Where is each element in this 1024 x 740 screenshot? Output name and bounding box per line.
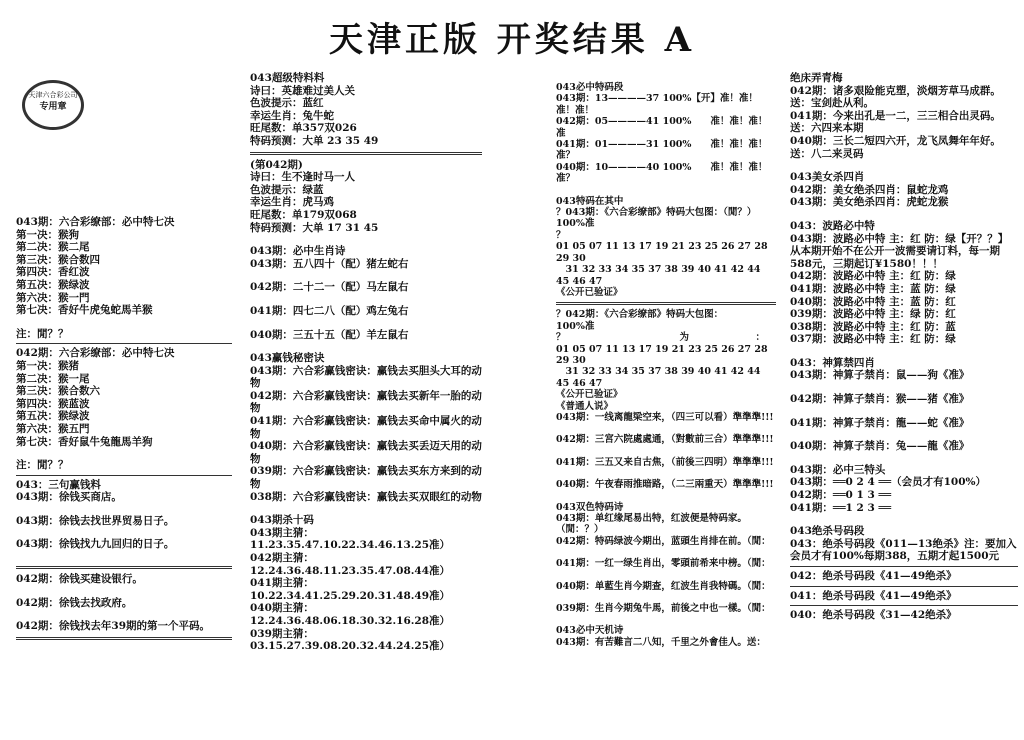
text-line: 《公开已验证》 bbox=[556, 389, 623, 401]
text-line: 01 05 07 11 13 17 19 21 23 25 26 27 28 29 30 bbox=[556, 343, 768, 366]
spacer bbox=[790, 209, 1018, 220]
text-line: 第七决：香好牛虎兔蛇馬羊猴 bbox=[16, 304, 153, 317]
text-line: 043绝杀号码段 bbox=[790, 525, 865, 538]
text-line: 043期：必中三特头 bbox=[790, 463, 886, 476]
text-line: 色波提示：绿蓝 bbox=[250, 183, 324, 196]
text-line: 040期：10————40 100% 准！准！准！准？ bbox=[556, 161, 768, 185]
text-line: 31 32 33 34 35 37 38 39 40 41 42 44 45 46 47 bbox=[556, 366, 761, 389]
text-line: 《公开已验证》 bbox=[556, 286, 623, 298]
text-line: 042期：诸多艰险能克塑，淡烟芳草马成群。送：宝剑赴从利。 bbox=[790, 84, 1001, 110]
spacer bbox=[790, 406, 1018, 417]
text-line: 注：閒？？ bbox=[16, 327, 69, 340]
text-line: 第三决：猴合数六 bbox=[16, 385, 100, 398]
text-line: 043必中特码段 bbox=[556, 82, 624, 93]
spacer bbox=[250, 270, 482, 281]
text-line: ？042期：《六合彩缭部》特码大包图： bbox=[556, 309, 724, 321]
text-line: 第二决：猴二尾 bbox=[16, 241, 90, 254]
column-2 bbox=[250, 72, 482, 653]
spacer bbox=[790, 453, 1018, 464]
spacer bbox=[556, 446, 776, 457]
text-line: 043期主猜：11.23.35.47.10.22.34.46.13.25准） bbox=[250, 526, 451, 552]
text-line: 040期：单藍生肖今期查，红波生肖我特碼。（閒： bbox=[556, 580, 771, 592]
divider bbox=[16, 343, 232, 344]
text-line: 041：绝杀号码段《41—49绝杀》 bbox=[790, 589, 957, 602]
text-line: 幸运生肖：虎马鸡 bbox=[250, 196, 334, 209]
divider bbox=[790, 605, 1018, 606]
double-divider bbox=[250, 152, 482, 155]
text-line: 042期：三宮六院處處通，（對數前三合）準準準!!! bbox=[556, 434, 774, 446]
text-line: 041期：══1 2 3 ══ bbox=[790, 501, 892, 514]
spacer bbox=[556, 423, 776, 434]
spacer bbox=[790, 514, 1018, 525]
text-line: 042期：徐钱买建设银行。 bbox=[16, 573, 143, 586]
spacer bbox=[16, 448, 232, 459]
text-line: 特码预测：大单 23 35 49 bbox=[250, 134, 379, 147]
text-line: 037期：波路必中特 主：红 防：绿 bbox=[790, 333, 956, 346]
text-line: 特码预测：大单 17 31 45 bbox=[250, 221, 379, 234]
double-divider bbox=[16, 566, 232, 569]
text-line: 043美女杀四肖 bbox=[790, 171, 865, 184]
text-line: 040期：午夜春雨推暗路，（二三兩重天）準準準!!! bbox=[556, 479, 774, 491]
text-line: 043期：徐钱买商店。 bbox=[16, 491, 122, 504]
text-line: 043：绝杀号码段《011—13绝杀》注：要加入会员才有100%每期388，五期才起1500元 bbox=[790, 537, 1017, 563]
text-line: 042期：══0 1 3 ══ bbox=[790, 489, 892, 502]
text-line: 043期：美女绝杀四肖：虎蛇龙猴 bbox=[790, 196, 949, 209]
spacer bbox=[16, 609, 232, 620]
text-line: 043：三句赢钱料 bbox=[16, 478, 101, 491]
spacer bbox=[790, 346, 1018, 357]
text-line: 043期杀十码 bbox=[250, 514, 314, 527]
text-line: 绝床弄青梅 bbox=[790, 72, 843, 84]
spacer bbox=[250, 318, 482, 329]
text-line: 第一决：猴狗 bbox=[16, 228, 79, 241]
text-line: 041期：一红一绿生肖出，零頭前希来中榜。（閒： bbox=[556, 558, 771, 570]
spacer bbox=[556, 592, 776, 603]
text-line: 043期：波路必中特 主：红 防：绿【开？？】从本期开始不在公开一波需要请订料，每一期588元，三期起订¥1580！！！ bbox=[790, 232, 1009, 270]
text-line: 043期：徐钱找九九回归的日子。 bbox=[16, 538, 175, 551]
text-line: 043期：六合彩赢钱密诀：赢钱去买胆头大耳的动物 bbox=[250, 364, 482, 390]
text-line: 043期：必中生肖诗 bbox=[250, 245, 346, 258]
text-line: 043期：══0 2 4 ══（会员才有100%） bbox=[790, 476, 986, 489]
text-line: 旺尾数：单179双068 bbox=[250, 208, 357, 221]
text-line: 040期：六合彩赢钱密诀：赢钱去买丢迈天用的动物 bbox=[250, 440, 482, 465]
text-line: 038期：波路必中特 主：红 防：蓝 bbox=[790, 320, 956, 333]
spacer bbox=[250, 294, 482, 305]
text-line: 038期：六合彩赢钱密诀：赢钱去买双眼红的动物 bbox=[250, 490, 482, 503]
text-line: 039期：六合彩赢钱密诀：赢钱去买东方来到的动物 bbox=[250, 465, 482, 491]
text-line: 041期：波路必中特 主：蓝 防：绿 bbox=[790, 282, 956, 295]
text-line: 043期：有苦難言二八知，千里之外會佳人。送： bbox=[556, 636, 766, 648]
text-line: 041期：今来出孔是一二，三三相合出灵码。送：六四来本期 bbox=[790, 109, 1001, 135]
page-title: 天津正版 开奖结果 A bbox=[328, 20, 696, 60]
text-line: 第二决：猴一尾 bbox=[16, 372, 90, 385]
text-line: 043期：六合彩缭部：必中特七决 bbox=[16, 216, 175, 228]
text-line: 042期主猜：12.24.36.48.11.23.35.47.08.44准） bbox=[250, 552, 451, 577]
text-line: 042期：神算子禁肖：猴——猪《准》 bbox=[790, 393, 970, 406]
column-3 bbox=[556, 82, 776, 648]
text-line: ？043期：《六合彩缭部》特码大包图：（閒？）100%准 bbox=[556, 207, 757, 230]
text-line: (第042期) bbox=[250, 158, 303, 171]
double-divider bbox=[16, 637, 232, 640]
text-line: 043期：13————37 100%【开】准！准！准！准！ bbox=[556, 93, 758, 116]
seal-top-text: 天津六合彩公司 bbox=[28, 91, 78, 99]
text-line: 《普通人说》 bbox=[556, 400, 614, 412]
spacer bbox=[790, 382, 1018, 393]
text-line: 043必中天机诗 bbox=[556, 625, 624, 637]
spacer bbox=[16, 504, 232, 515]
text-line: 043超级特料料 bbox=[250, 72, 325, 84]
spacer bbox=[556, 614, 776, 625]
text-line: 042期：二十二一（配）马左鼠右 bbox=[250, 281, 409, 294]
text-line: 第四决：香红波 bbox=[16, 266, 90, 279]
text-line: 041期：01————31 100% 准！准！准！准？ bbox=[556, 139, 768, 162]
spacer bbox=[16, 586, 232, 597]
spacer bbox=[556, 547, 776, 558]
text-line: ？ bbox=[556, 229, 566, 241]
spacer bbox=[790, 160, 1018, 171]
spacer bbox=[16, 317, 232, 328]
text-line: 第五决：猴绿波 bbox=[16, 410, 90, 423]
text-line: 第六决：猴一門 bbox=[16, 291, 90, 304]
text-line: 040期：三长二短四六开，龙飞凤舞年年好。送：八二来灵码 bbox=[790, 134, 1001, 160]
text-line: 040：绝杀号码段《31—42绝杀》 bbox=[790, 609, 957, 622]
text-line: 01 05 07 11 13 17 19 21 23 25 26 27 28 29 30 bbox=[556, 241, 768, 264]
text-line: 041期：六合彩赢钱密诀：赢钱去买命中属火的动物 bbox=[250, 415, 482, 440]
spacer bbox=[16, 527, 232, 538]
text-line: 042期：六合彩缭部：必中特七决 bbox=[16, 347, 175, 360]
text-line: 039期：波路必中特 主：绿 防：红 bbox=[790, 308, 956, 321]
text-line: 第一决：猴猪 bbox=[16, 359, 79, 372]
company-seal bbox=[22, 80, 84, 130]
spacer bbox=[790, 429, 1018, 440]
text-line: 039期主猜：03.15.27.39.08.20.32.44.24.25准） bbox=[250, 627, 451, 653]
text-line: 043期：徐钱去找世界贸易日子。 bbox=[16, 514, 175, 527]
spacer bbox=[250, 234, 482, 245]
text-line: 第五决：猴绿波 bbox=[16, 278, 90, 291]
divider bbox=[790, 566, 1018, 567]
text-line: 042期：六合彩赢钱密诀：赢钱去买新年一胎的动物 bbox=[250, 389, 482, 415]
text-line: 第七决：香好鼠牛兔龍馬羊狗 bbox=[16, 435, 153, 448]
text-line: 040期：波路必中特 主：蓝 防：红 bbox=[790, 295, 956, 308]
spacer bbox=[556, 468, 776, 479]
spacer bbox=[250, 503, 482, 514]
text-line: 042期：徐钱去找政府。 bbox=[16, 596, 133, 609]
text-line: 042期：徐钱找去年39期的第一个平码。 bbox=[16, 620, 211, 633]
spacer bbox=[556, 185, 776, 196]
text-line: 042期：05————41 100% 准！准！准！准 bbox=[556, 116, 768, 139]
text-line: 041期：神算子禁肖：龍——蛇《准》 bbox=[790, 416, 970, 429]
column-1 bbox=[16, 216, 232, 644]
text-line: 第四决：猴蓝波 bbox=[16, 397, 90, 410]
text-line: ？ 为 ： bbox=[556, 332, 766, 344]
text-line: 色波提示：蓝红 bbox=[250, 97, 324, 110]
text-line: 第六决：猴五門 bbox=[16, 422, 90, 435]
text-line: 31 32 33 34 35 37 38 39 40 41 42 44 45 46 47 bbox=[556, 264, 761, 287]
text-line: 043期：一线离龍梁空来，（四三可以看）準準準!!! bbox=[556, 411, 774, 423]
text-line: 040期主猜：12.24.36.48.06.18.30.32.16.28准） bbox=[250, 602, 451, 627]
text-line: 043期：神算子禁肖：鼠——狗《准》 bbox=[790, 369, 970, 382]
text-line: 100%准 bbox=[556, 320, 595, 332]
text-line: 041期：四七二八（配）鸡左兔右 bbox=[250, 304, 409, 317]
column-4 bbox=[790, 72, 1018, 622]
text-line: 043期：五八四十（配）猪左蛇右 bbox=[250, 257, 409, 270]
text-line: 040期：三五十五（配）羊左鼠右 bbox=[250, 328, 409, 341]
text-line: 诗曰：英雄难过美人关 bbox=[250, 84, 355, 97]
text-line: 043双色特码诗 bbox=[556, 501, 624, 513]
spacer bbox=[556, 570, 776, 581]
text-line: 注：閒？？ bbox=[16, 459, 69, 472]
text-line: 042期：波路必中特 主：红 防：绿 bbox=[790, 270, 956, 283]
divider bbox=[790, 586, 1018, 587]
text-line: 040期：神算子禁肖：兔——龍《准》 bbox=[790, 440, 970, 453]
text-line: 042期：美女绝杀四肖：鼠蛇龙鸡 bbox=[790, 183, 949, 196]
spacer bbox=[556, 491, 776, 502]
seal-bottom-text: 专用章 bbox=[39, 102, 67, 112]
spacer bbox=[250, 341, 482, 352]
spacer bbox=[16, 551, 232, 562]
text-line: 041期主猜：10.22.34.41.25.29.20.31.48.49准） bbox=[250, 577, 451, 602]
text-line: 042期：特码绿波今期出，蓝頭生肖排在前。（閒： bbox=[556, 535, 771, 547]
divider bbox=[16, 475, 232, 476]
text-line: 旺尾数：单357双026 bbox=[250, 122, 357, 135]
text-line: 043期：单红缘尾易出特，红波便是特码家。（閒：？） bbox=[556, 513, 747, 536]
text-line: 043：波路必中特 bbox=[790, 219, 875, 232]
text-line: 042：绝杀号码段《41—49绝杀》 bbox=[790, 570, 957, 582]
text-line: 第三决：猴合数四 bbox=[16, 253, 100, 266]
text-line: 039期：生肖今期兔牛馬，前後之中也一樣。（閒： bbox=[556, 603, 771, 615]
text-line: 幸运生肖：兔牛蛇 bbox=[250, 109, 334, 122]
text-line: 043特码在其中 bbox=[556, 195, 624, 207]
text-line: 043：神算禁四肖 bbox=[790, 356, 875, 369]
double-divider bbox=[556, 302, 776, 305]
text-line: 诗曰：生不逢时马一人 bbox=[250, 171, 355, 184]
text-line: 041期：三五又来自古焦，（前後三四明）準準準!!! bbox=[556, 456, 774, 468]
text-line: 043赢钱秘密诀 bbox=[250, 352, 325, 365]
